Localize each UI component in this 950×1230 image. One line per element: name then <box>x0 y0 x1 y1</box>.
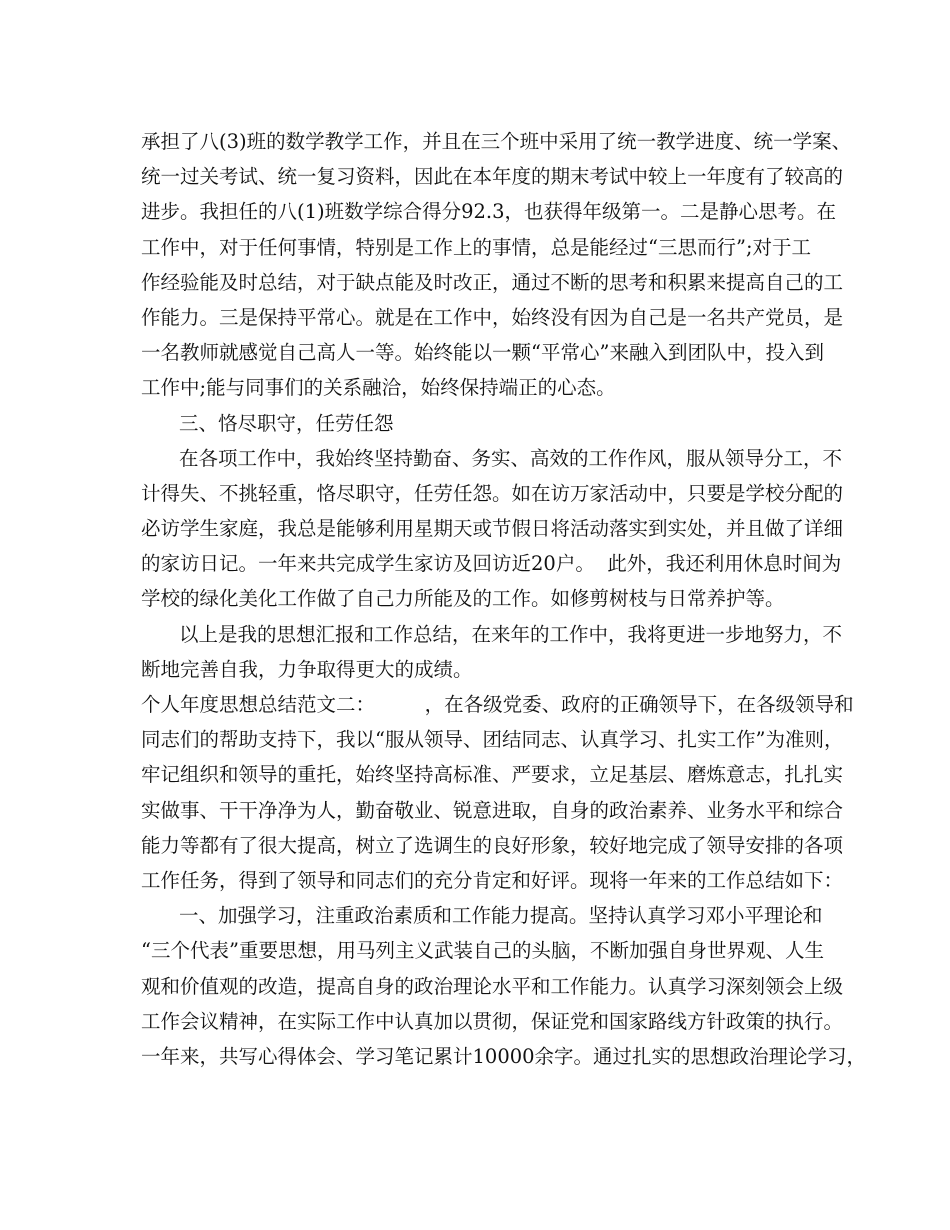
paragraph-line: 观和价值观的改造，提高自身的政治理论水平和工作能力。认真学习深刻领会上级 <box>141 974 844 998</box>
paragraph-line: 一年来，共写心得体会、学习笔记累计10000余字。通过扎实的思想政治理论学习， <box>141 1044 867 1068</box>
paragraph-line: 实做事、干干净净为人，勤奋敬业、锐意进取，自身的政治素养、业务水平和综合 <box>141 798 844 822</box>
paragraph-line: 工作任务，得到了领导和同志们的充分肯定和好评。现将一年来的工作总结如下： <box>141 868 844 892</box>
paragraph-line: 必访学生家庭，我总是能够利用星期天或节假日将活动落实到实处，并且做了详细 <box>141 517 844 541</box>
paragraph-line: 作经验能及时总结，对于缺点能及时改正，通过不断的思考和积累来提高自己的工 <box>141 270 844 294</box>
paragraph-line: 学校的绿化美化工作做了自己力所能及的工作。如修剪树枝与日常养护等。 <box>141 587 785 611</box>
paragraph-line: 作能力。三是保持平常心。就是在工作中，始终没有因为自己是一名共产党员，是 <box>141 305 844 329</box>
paragraph-line: 牢记组织和领导的重托，始终坚持高标准、严要求，立足基层、磨炼意志，扎扎实 <box>141 763 844 787</box>
paragraph-line: 断地完善自我，力争取得更大的成绩。 <box>141 657 473 681</box>
paragraph-line: 在各项工作中，我始终坚持勤奋、务实、高效的工作作风，服从领导分工，不 <box>179 446 843 470</box>
paragraph-line: 工作会议精神，在实际工作中认真加以贯彻，保证党和国家路线方针政策的执行。 <box>141 1009 844 1033</box>
paragraph-line: 的家访日记。一年来共完成学生家访及回访近20户。 此外，我还利用休息时间为 <box>141 552 842 576</box>
paragraph-line: 以上是我的思想汇报和工作总结，在来年的工作中，我将更进一步地努力，不 <box>179 622 843 646</box>
paragraph-line: “三个代表”重要思想，用马列主义武装自己的头脑，不断加强自身世界观、人生 <box>141 939 824 963</box>
paragraph-line: 计得失、不挑轻重，恪尽职守，任劳任怨。如在访万家活动中，只要是学校分配的 <box>141 481 844 505</box>
paragraph-line: 统一过关考试、统一复习资料，因此在本年度的期末考试中较上一年度有了较高的 <box>141 165 844 189</box>
paragraph-line: 一名教师就感觉自己高人一等。始终能以一颗“平常心”来融入到团队中，投入到 <box>141 341 824 365</box>
paragraph-line: 个人年度思想总结范文二： ，在各级党委、政府的正确领导下，在各级领导和 <box>141 693 854 716</box>
paragraph-line: 工作中;能与同事们的关系融洽，始终保持端正的心态。 <box>141 376 616 400</box>
paragraph-line: 同志们的帮助支持下，我以“服从领导、团结同志、认真学习、扎实工作”为准则， <box>141 728 844 752</box>
section-heading: 一、加强学习，注重政治素质和工作能力提高。坚持认真学习邓小平理论和 <box>179 904 823 928</box>
paragraph-line: 能力等都有了很大提高，树立了选调生的良好形象，较好地完成了领导安排的各项 <box>141 833 844 857</box>
document-body <box>141 124 867 1074</box>
paragraph-line: 承担了八(3)班的数学教学工作，并且在三个班中采用了统一教学进度、统一学案、 <box>141 130 852 153</box>
paragraph-line: 进步。我担任的八(1)班数学综合得分92.3，也获得年级第一。二是静心思考。在 <box>141 200 837 224</box>
section-heading: 三、恪尽职守，任劳任怨 <box>179 411 394 435</box>
paragraph-line: 工作中，对于任何事情，特别是工作上的事情，总是能经过“三思而行”;对于工 <box>141 235 812 259</box>
